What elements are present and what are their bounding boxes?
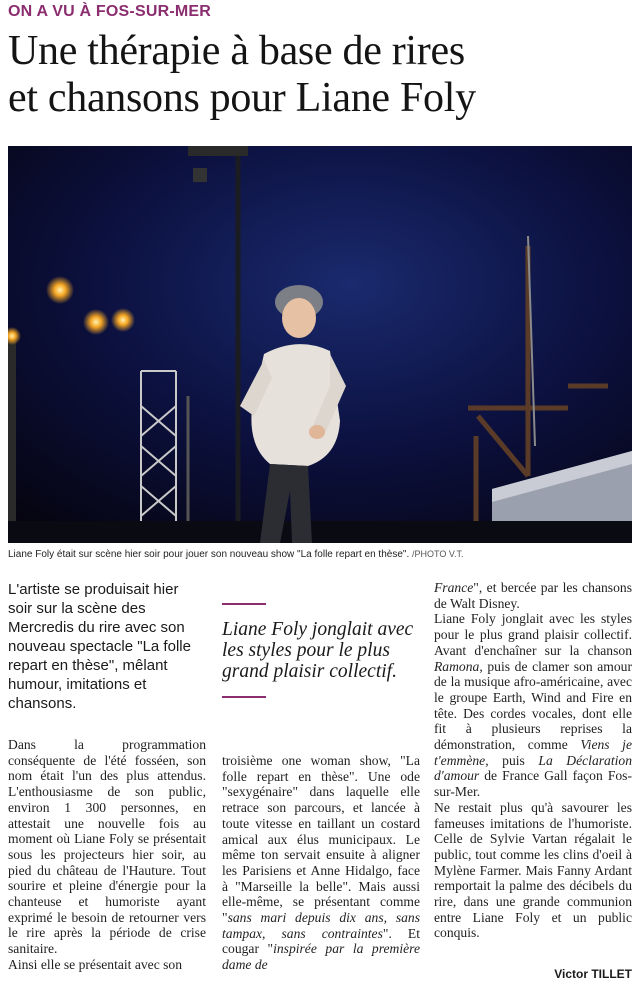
column-3-italic-ramona: Ramona (434, 658, 480, 674)
column-3-italic-declaration: La Déclaration d'amour (434, 752, 632, 784)
column-1 (8, 737, 206, 973)
column-2-paragraph (222, 753, 420, 973)
caption-text: Liane Foly était sur scène hier soir pour jouer son nouveau show "La folle repart en thèse". (8, 549, 410, 560)
stage-photo-illustration (8, 146, 632, 543)
concert-photo (8, 146, 632, 543)
article-lead: L'artiste se produisait hier soir sur la scène des Mercredis du rire avec son nouveau spectacle "La folle repart en thèse", mêlant humour, imitations et chansons. (8, 581, 191, 712)
column-1-paragraph-2: Ainsi elle se présentait avec son (8, 956, 183, 972)
photo-credit: /PHOTO V.T. (412, 549, 464, 559)
column-2 (222, 753, 420, 973)
column-3-text-c: , puis (485, 752, 539, 768)
pull-quote-rule-top (222, 603, 266, 605)
pull-quote (222, 603, 422, 698)
column-3-paragraph-3: Ne restait plus qu'à savourer les fameuses imitations de l'humoriste. Celle de Sylvie Vartan régalait le public, tout comme les clins d'oeil à Mylène Farmer. Mais Fanny Ardant remportait la palme des décibels du rire, dans une grande communion entre Liane Foly et un public conquis. (434, 799, 632, 941)
column-2-text-2: ". Et cougar " (222, 925, 420, 957)
section-kicker: ON A VU À FOS-SUR-MER (8, 3, 212, 20)
column-1-paragraph-1: Dans la programmation conséquente de l'été fosséen, son nom était l'un des plus attendus. L'enthousiasme de son public, environ 1 300 personnes, en attestait une nouvelle fois au moment où Liane Foly se présentait sous les projecteurs hier soir, au pied du château de l'Hauture. Tout sourire et pleine d'énergie pour la chanteuse et humoriste ayant exprimé le besoin de retourner vers le rire après la période de crise sanitaire. (8, 737, 206, 957)
column-3-text-0: ", et bercée par les chansons de Walt Disney. (434, 580, 632, 611)
author-signature: Victor TILLET (554, 967, 632, 981)
pull-quote-rule-bottom (222, 696, 266, 698)
column-3-italic-0: France (434, 580, 474, 595)
headline-line-1: Une thérapie à base de rires (8, 28, 465, 74)
column-2-italic-2: inspirée par la première dame de (222, 941, 420, 973)
headline-line-2: et chansons pour Liane Foly (8, 75, 476, 121)
column-3 (434, 580, 632, 941)
column-3-text-d: de France Gall façon Fos-sur-Mer. (434, 768, 632, 800)
column-3-italic-viens: Viens je t'emmène (434, 737, 632, 768)
article-headline (8, 28, 636, 122)
column-3-text-b: , puis de clamer son amour de la musique afro-américaine, avec le groupe Earth, Wind and Fire en tête. Des cordes vocales, dont elle fit à plusieurs reprises la démonstration, comme (434, 658, 632, 753)
photo-caption (8, 549, 636, 560)
column-3-paragraph-2 (434, 611, 632, 799)
column-3-text-a: Liane Foly jonglait avec les styles pour le plus grand plaisir collectif. Avant d'enchaîner sur la chanson (434, 611, 632, 658)
column-3-paragraph-1 (434, 580, 632, 611)
column-2-text-1: troisième one woman show, "La folle repart en thèse". Une ode "sexygénaire" dans laquelle elle retrace son parcours, et lancée à toute vitesse en taillant un costard amical aux élus municipaux. Le même ton servait ensuite à aligner les Parisiens et Anne Hidalgo, face à "Marseille la belle". Mais aussi elle-même, se présentant comme " (222, 753, 420, 926)
pull-quote-text: Liane Foly jonglait avec les styles pour le plus grand plaisir collectif. (222, 619, 414, 682)
column-2-italic-1: sans mari depuis dix ans, sans tampax, sans contraintes (222, 910, 420, 941)
